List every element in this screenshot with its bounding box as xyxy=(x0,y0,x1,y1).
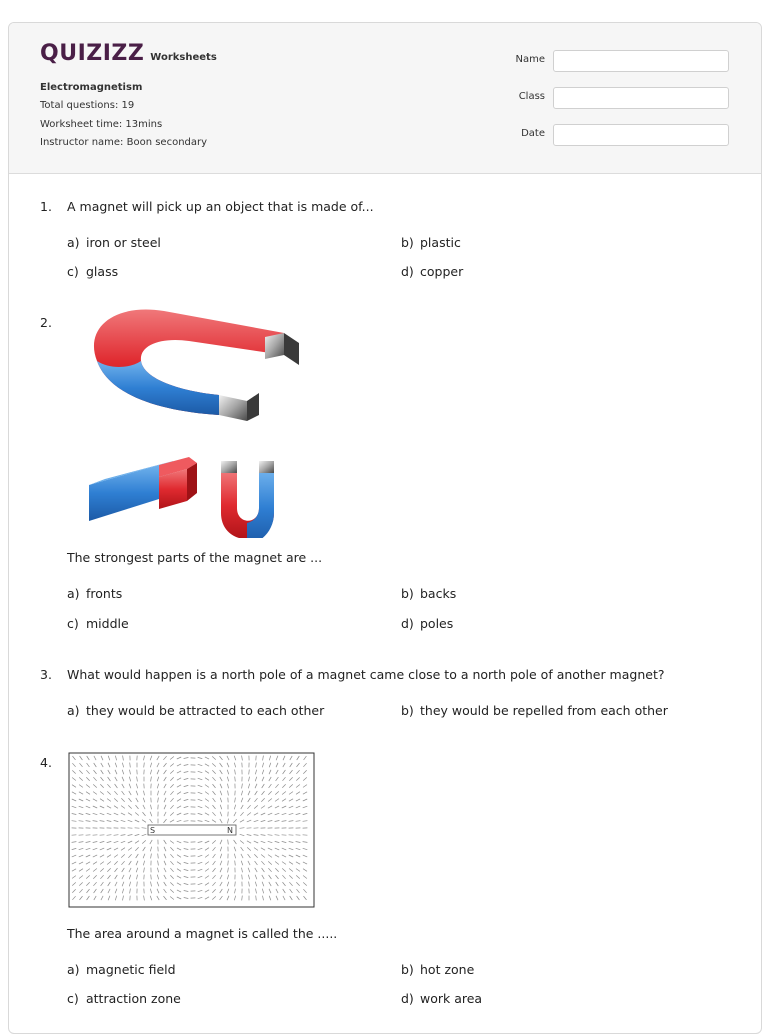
horseshoe-magnet-large xyxy=(94,309,299,421)
option-letter: d) xyxy=(401,616,420,631)
option-b xyxy=(401,703,668,718)
magnetic-field-diagram xyxy=(68,752,315,908)
option-a xyxy=(67,235,161,250)
class-label: Class xyxy=(485,91,545,102)
option-b xyxy=(401,586,456,601)
option-letter: a) xyxy=(67,235,86,250)
option-b xyxy=(401,962,474,977)
south-pole-label: S xyxy=(150,826,155,835)
option-letter: a) xyxy=(67,586,86,601)
option-letter: c) xyxy=(67,991,86,1006)
option-text: copper xyxy=(420,264,463,279)
option-letter: d) xyxy=(401,991,420,1006)
date-field[interactable] xyxy=(553,124,729,146)
option-text: iron or steel xyxy=(86,235,161,250)
brand-subtitle: Worksheets xyxy=(150,52,217,63)
magnets-illustration xyxy=(69,303,319,538)
option-text: glass xyxy=(86,264,118,279)
question-text: What would happen is a north pole of a magnet came close to a north pole of another magnet? xyxy=(67,667,664,682)
option-c xyxy=(67,991,181,1006)
worksheet xyxy=(8,22,762,1034)
option-letter: d) xyxy=(401,264,420,279)
option-text: work area xyxy=(420,991,482,1006)
bar-magnet-outline xyxy=(148,825,236,835)
option-letter: c) xyxy=(67,264,86,279)
option-text: they would be repelled from each other xyxy=(420,703,668,718)
date-label: Date xyxy=(485,128,545,139)
option-a xyxy=(67,586,122,601)
option-letter: b) xyxy=(401,962,420,977)
option-d xyxy=(401,264,463,279)
option-text: backs xyxy=(420,586,456,601)
name-label: Name xyxy=(485,54,545,65)
question-number: 1. xyxy=(40,199,52,214)
class-field[interactable] xyxy=(553,87,729,109)
instructor-name: Instructor name: Boon secondary xyxy=(40,137,207,148)
option-letter: a) xyxy=(67,703,86,718)
question-number: 2. xyxy=(40,315,52,330)
worksheet-time: Worksheet time: 13mins xyxy=(40,119,162,130)
option-text: fronts xyxy=(86,586,122,601)
option-letter: b) xyxy=(401,586,420,601)
option-text: attraction zone xyxy=(86,991,181,1006)
option-letter: b) xyxy=(401,703,420,718)
option-c xyxy=(67,264,118,279)
option-c xyxy=(67,616,129,631)
question-text: A magnet will pick up an object that is made of... xyxy=(67,199,374,214)
horseshoe-magnet-small xyxy=(221,461,274,538)
option-d xyxy=(401,991,482,1006)
option-letter: a) xyxy=(67,962,86,977)
worksheet-title: Electromagnetism xyxy=(40,82,142,93)
option-a xyxy=(67,962,176,977)
option-d xyxy=(401,616,453,631)
option-b xyxy=(401,235,461,250)
brand xyxy=(40,41,217,66)
north-pole-label: N xyxy=(227,826,233,835)
option-text: they would be attracted to each other xyxy=(86,703,324,718)
question-text: The area around a magnet is called the ..... xyxy=(67,926,337,941)
option-a xyxy=(67,703,324,718)
option-letter: b) xyxy=(401,235,420,250)
option-text: middle xyxy=(86,616,129,631)
option-text: plastic xyxy=(420,235,461,250)
name-field[interactable] xyxy=(553,50,729,72)
question-number: 3. xyxy=(40,667,52,682)
question-number: 4. xyxy=(40,755,52,770)
bar-magnet xyxy=(89,457,197,521)
question-text: The strongest parts of the magnet are ... xyxy=(67,550,322,565)
option-letter: c) xyxy=(67,616,86,631)
quizizz-logo: QUIZIZZ xyxy=(40,41,144,66)
option-text: poles xyxy=(420,616,453,631)
option-text: magnetic field xyxy=(86,962,176,977)
worksheet-header xyxy=(9,23,761,174)
total-questions: Total questions: 19 xyxy=(40,100,134,111)
option-text: hot zone xyxy=(420,962,474,977)
